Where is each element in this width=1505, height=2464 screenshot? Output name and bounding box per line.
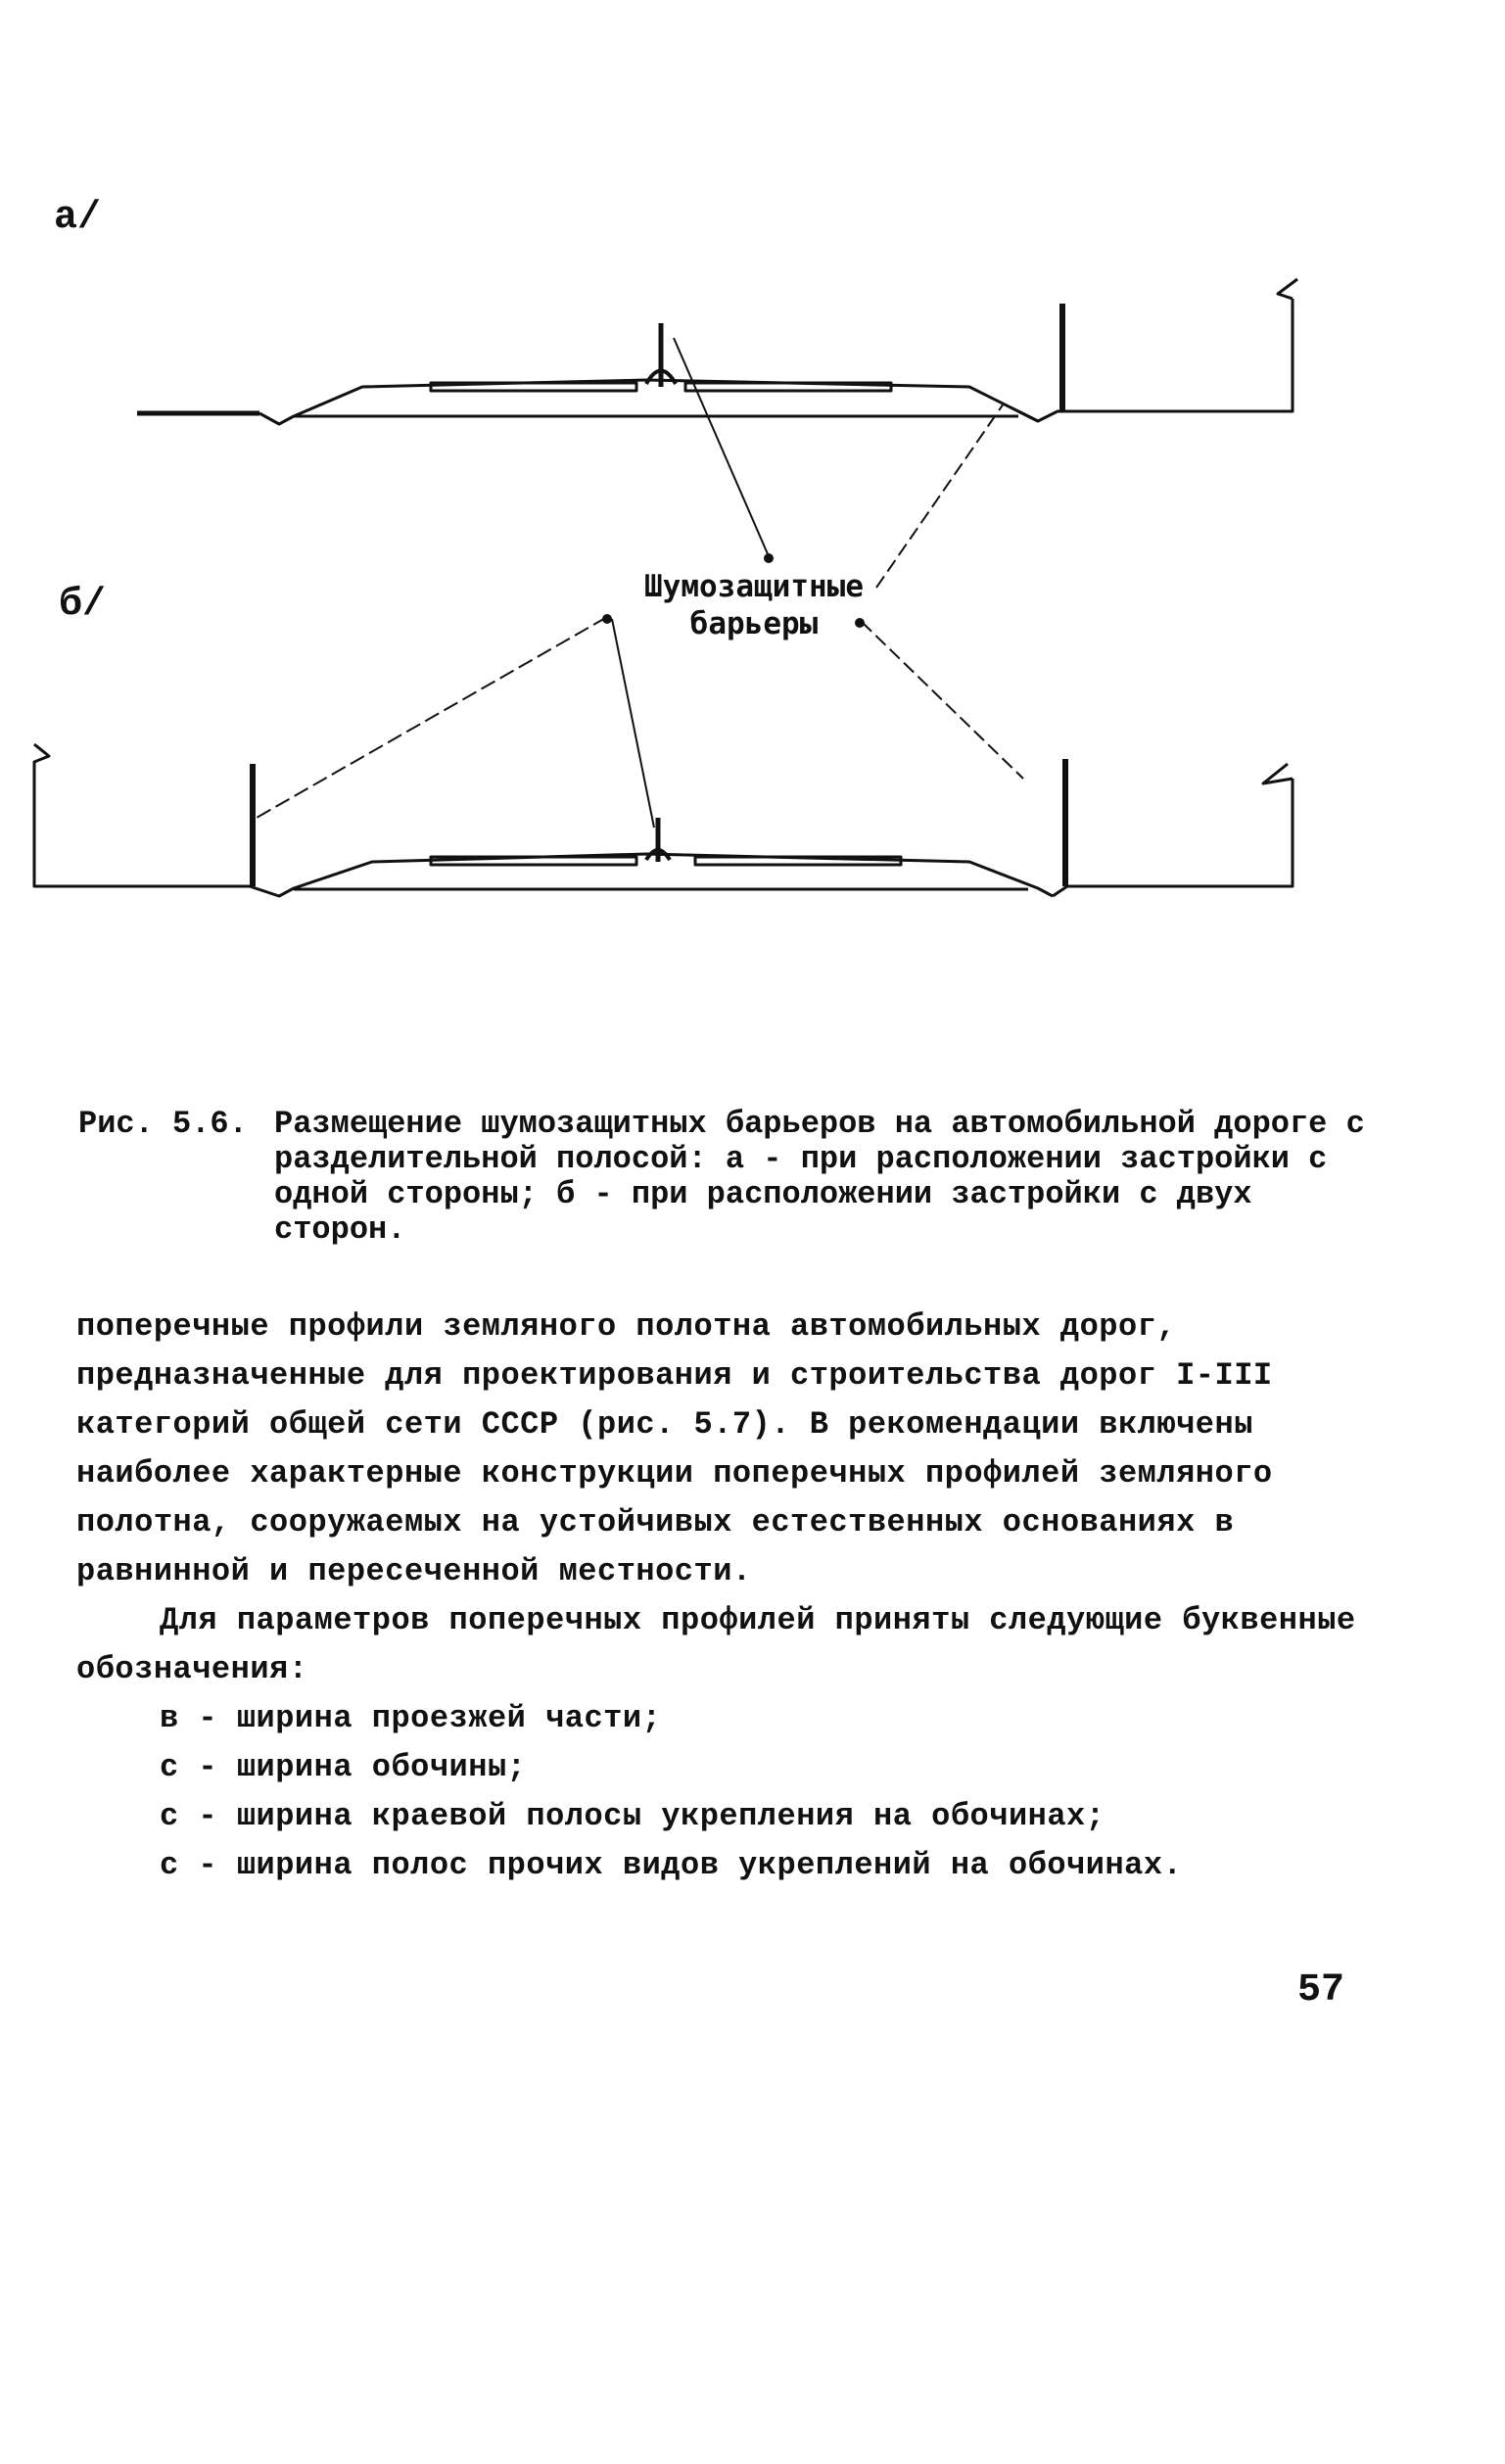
- callout-label: [627, 568, 881, 642]
- cross-section-a: [137, 279, 1297, 424]
- caption-number: Рис. 5.6.: [78, 1106, 248, 1142]
- list-item: с - ширина полос прочих видов укреплений на обочинах.: [160, 1847, 1183, 1883]
- body-text: [76, 1303, 1379, 1890]
- list-item: с - ширина обочины;: [160, 1749, 527, 1785]
- figure-label-a: а/: [54, 196, 102, 240]
- paragraph-1: поперечные профили земляного полотна автомобильных дорог, предназначенные для проектирования и строительства дорог I-III категорий общей сети СССР (рис. 5.7). В рекомендации включены наиболее характерные конструкции поперечных профилей земляного полотна, сооружаемых на устойчивых естественных основаниях в равнинной и пересеченной местности.: [76, 1308, 1273, 1589]
- list-item: с - ширина краевой полосы укрепления на обочинах;: [160, 1798, 1105, 1834]
- page-number: 57: [1297, 1968, 1345, 2013]
- caption-text: Размещение шумозащитных барьеров на автомобильной дороге с разделительной полосой: а - при расположении застройки с одной стороны; б - при расположении застройки с двух сторон.: [274, 1106, 1365, 1248]
- noise-barrier-figure: [0, 0, 1505, 979]
- figure-label-b: б/: [59, 583, 107, 627]
- paragraph-2: Для параметров поперечных профилей приняты следующие буквенные обозначения:: [76, 1602, 1356, 1687]
- notation-list: [76, 1694, 1379, 1890]
- cross-section-b: [34, 744, 1293, 896]
- callout-line-2: барьеры: [689, 606, 819, 641]
- list-item: в - ширина проезжей части;: [160, 1700, 662, 1736]
- callout-line-1: Шумозащитные: [644, 569, 864, 604]
